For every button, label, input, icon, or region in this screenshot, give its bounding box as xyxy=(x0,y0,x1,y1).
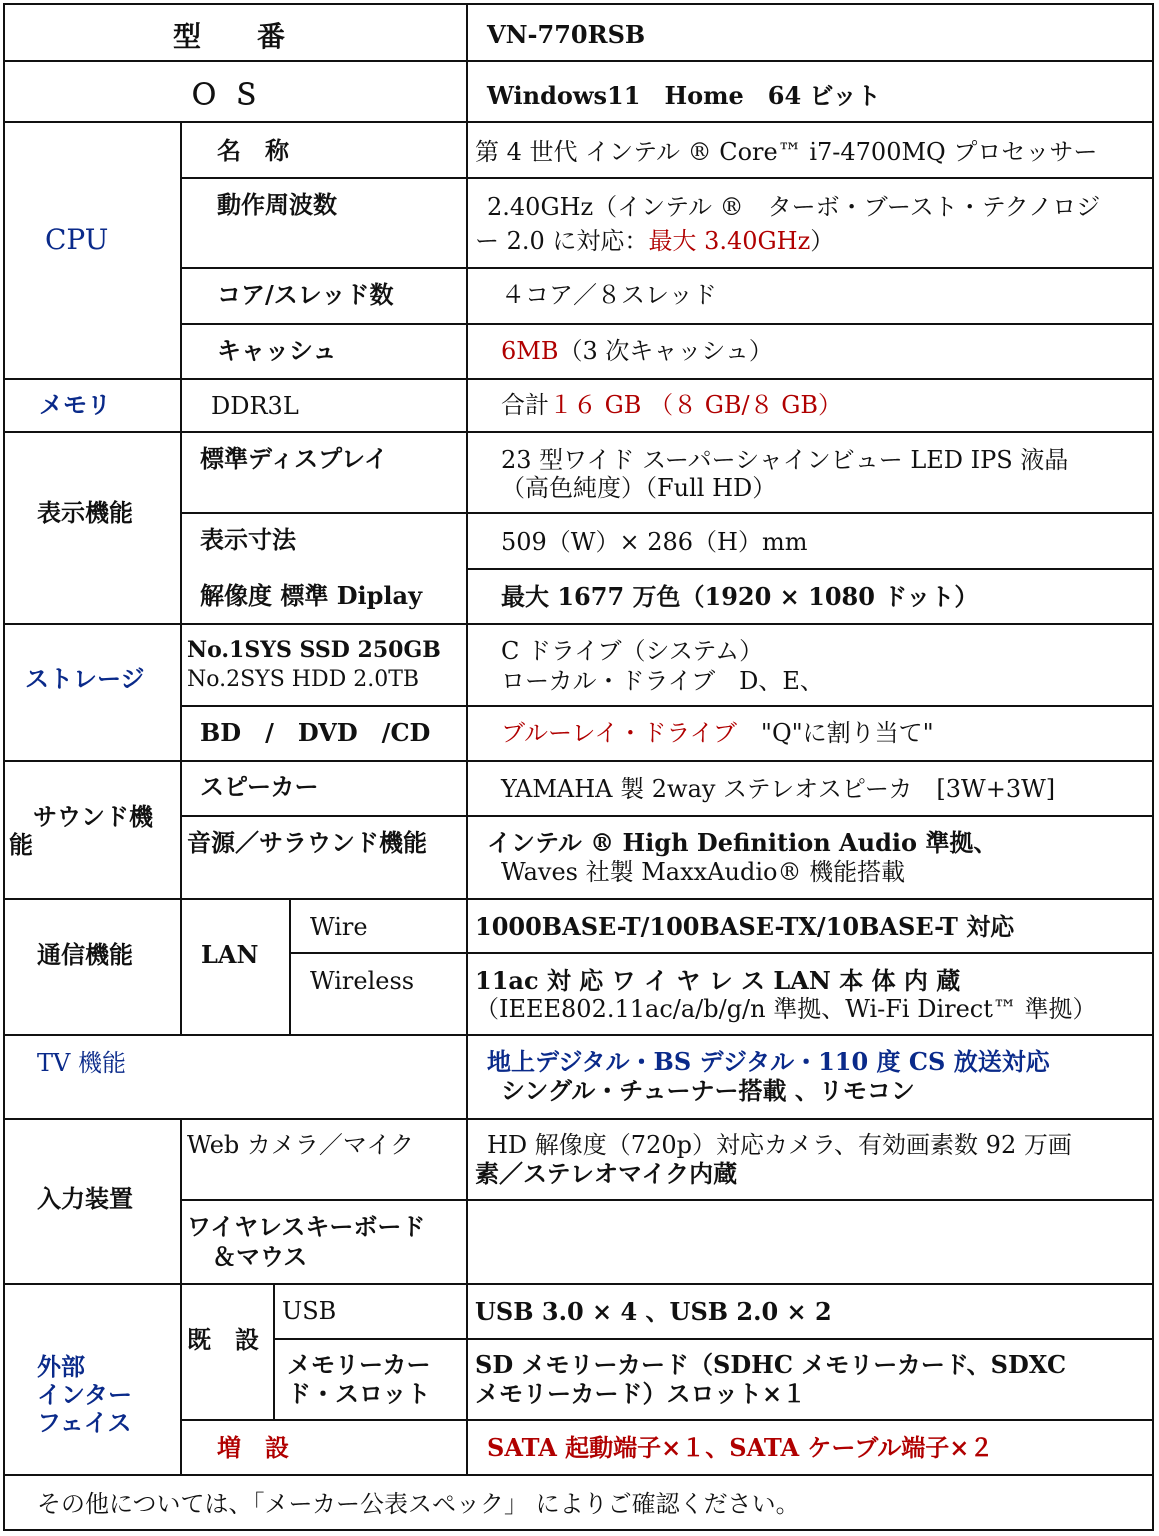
column-divider xyxy=(180,1118,182,1474)
memory-value: 合計１６ GB （８ GB/８ GB） xyxy=(501,391,843,419)
memory-type: DDR3L xyxy=(211,392,299,420)
cpu-freq-value-line2: ー 2.0 に対応：最大 3.40GHz） xyxy=(475,227,835,255)
os-label: ＯＳ xyxy=(190,78,275,111)
row-divider xyxy=(5,623,1152,625)
input-category: 入力装置 xyxy=(37,1184,133,1213)
cpu-cores-value: ４コア／８スレッド xyxy=(501,281,717,309)
sound-category-line2: 能 xyxy=(9,830,33,859)
row-divider xyxy=(289,952,1152,954)
model-label: 型 番 xyxy=(173,20,300,53)
input-camera-value-line2: 素／ステレオマイク内蔵 xyxy=(475,1159,738,1188)
interface-usb-value: USB 3.0 × 4 、USB 2.0 × 2 xyxy=(475,1297,832,1326)
column-divider xyxy=(466,5,468,1474)
interface-card-label-line1: メモリーカー xyxy=(287,1350,431,1379)
row-divider xyxy=(5,1283,1152,1285)
display-standard-label: 標準ディスプレイ xyxy=(200,444,388,473)
row-divider xyxy=(5,378,1152,380)
column-divider xyxy=(273,1283,275,1419)
network-wireless-value-line2: （IEEE802.11ac/a/b/g/n 準拠、Wi-Fi Direct™ 準拠） xyxy=(475,995,1097,1023)
interface-card-value-line1: SD メモリーカード（SDHC メモリーカード、SDXC xyxy=(475,1350,1067,1379)
row-divider xyxy=(5,121,1152,123)
model-value: VN-770RSB xyxy=(487,20,646,49)
storage-drive-value-line2: ローカル・ドライブ D、E、 xyxy=(501,667,824,695)
network-wire-label: Wire xyxy=(310,913,368,941)
interface-usb-label: USB xyxy=(282,1297,337,1325)
display-resolution-label: 解像度 標準 Diplay xyxy=(200,581,423,610)
cpu-category: CPU xyxy=(45,223,109,256)
row-divider xyxy=(5,898,1152,900)
column-divider xyxy=(180,121,182,1034)
row-divider xyxy=(180,1199,1152,1201)
row-divider xyxy=(466,568,1152,570)
cpu-cache-label: キャッシュ xyxy=(217,336,337,365)
footer-note: その他については、「メーカー公表スペック」 によりご確認ください。 xyxy=(37,1490,800,1518)
row-divider xyxy=(180,512,1152,514)
cpu-name-label: 名 称 xyxy=(217,136,289,165)
input-camera-label: Web カメラ／マイク xyxy=(187,1131,414,1159)
network-wireless-label: Wireless xyxy=(310,967,415,995)
storage-drive-value-line1: C ドライブ（システム） xyxy=(501,637,764,665)
display-size-value: 509（W）× 286（H）mm xyxy=(501,528,808,556)
interface-category-line1: 外部 xyxy=(37,1352,85,1381)
sound-source-value-line1: インテル ® High Definition Audio 準拠、 xyxy=(487,828,998,857)
network-sub-lan: LAN xyxy=(201,940,259,969)
cpu-freq-value-line1: 2.40GHz（インテル ® ターボ・ブースト・テクノロジ xyxy=(487,193,1101,221)
cpu-cache-value: 6MB（3 次キャッシュ） xyxy=(501,337,773,365)
sound-category-line1: サウンド機 xyxy=(33,802,153,831)
display-standard-value-line2: （高色純度）（Full HD） xyxy=(501,474,777,502)
row-divider xyxy=(180,177,1152,179)
sound-source-value-line2: Waves 社製 MaxxAudio® 機能搭載 xyxy=(501,858,906,886)
row-divider xyxy=(5,60,1152,62)
sound-speaker-value: YAMAHA 製 2way ステレオスピーカ [3W+3W] xyxy=(501,775,1056,803)
input-camera-value-line1: HD 解像度（720p）対応カメラ、有効画素数 92 万画 xyxy=(487,1131,1072,1159)
display-standard-value-line1: 23 型ワイド スーパーシャインビュー LED IPS 液晶 xyxy=(501,446,1069,474)
row-divider xyxy=(273,1338,1152,1340)
row-divider xyxy=(5,1034,1152,1036)
tv-value-line1: 地上デジタル・BS デジタル・110 度 CS 放送対応 xyxy=(487,1047,1050,1076)
interface-category-line3: フェイス xyxy=(37,1408,132,1437)
interface-card-label-line2: ド・スロット xyxy=(287,1379,431,1408)
network-category: 通信機能 xyxy=(37,940,133,969)
row-divider xyxy=(180,1419,1152,1421)
storage-drive1: No.1SYS SSD 250GB xyxy=(187,637,441,663)
memory-category: メモリ xyxy=(39,390,111,419)
storage-drive2: No.2SYS HDD 2.0TB xyxy=(187,667,420,692)
column-divider xyxy=(289,898,291,1034)
input-keyboard-label-line2: ＆マウス xyxy=(212,1242,308,1271)
network-wireless-value-line1: 11ac 対 応 ワ イ ヤ レ ス LAN 本 体 内 蔵 xyxy=(475,966,961,995)
network-wire-value: 1000BASE-T/100BASE-TX/10BASE-T 対応 xyxy=(475,912,1015,941)
row-divider xyxy=(5,431,1152,433)
cpu-freq-label: 動作周波数 xyxy=(217,190,337,219)
interface-category-line2: インター xyxy=(37,1380,133,1409)
sound-source-label: 音源／サラウンド機能 xyxy=(187,828,427,857)
row-divider xyxy=(180,323,1152,325)
os-value: Windows11 Home 64 ビット xyxy=(487,81,881,110)
storage-category: ストレージ xyxy=(25,664,145,693)
row-divider xyxy=(180,705,1152,707)
input-keyboard-label-line1: ワイヤレスキーボード xyxy=(187,1212,426,1241)
row-divider xyxy=(180,815,1152,817)
interface-expansion-label: 増 設 xyxy=(217,1433,289,1462)
storage-optical-label: BD / DVD /CD xyxy=(200,718,431,747)
cpu-cores-label: コア/スレッド数 xyxy=(217,280,394,309)
spec-table xyxy=(3,3,1154,1531)
row-divider xyxy=(5,760,1152,762)
cpu-name-value: 第 4 世代 インテル ® Core™ i7-4700MQ プロセッサー xyxy=(475,138,1098,166)
row-divider xyxy=(180,267,1152,269)
display-resolution-value: 最大 1677 万色（1920 × 1080 ドット） xyxy=(501,582,979,611)
display-category: 表示機能 xyxy=(37,498,133,527)
tv-value-line2: シングル・チューナー搭載 、リモコン xyxy=(501,1076,915,1105)
interface-expansion-value: SATA 起動端子×１、SATA ケーブル端子×２ xyxy=(487,1433,994,1462)
display-size-label: 表示寸法 xyxy=(200,525,296,554)
row-divider xyxy=(5,1474,1152,1476)
tv-category: TV 機能 xyxy=(37,1049,126,1077)
interface-card-value-line2: メモリーカード）スロット×１ xyxy=(475,1379,807,1408)
storage-optical-value: ブルーレイ・ドライブ "Q"に割り当て" xyxy=(501,719,934,747)
row-divider xyxy=(5,1118,1152,1120)
sound-speaker-label: スピーカー xyxy=(200,772,319,801)
interface-builtin-label: 既 設 xyxy=(187,1325,259,1354)
